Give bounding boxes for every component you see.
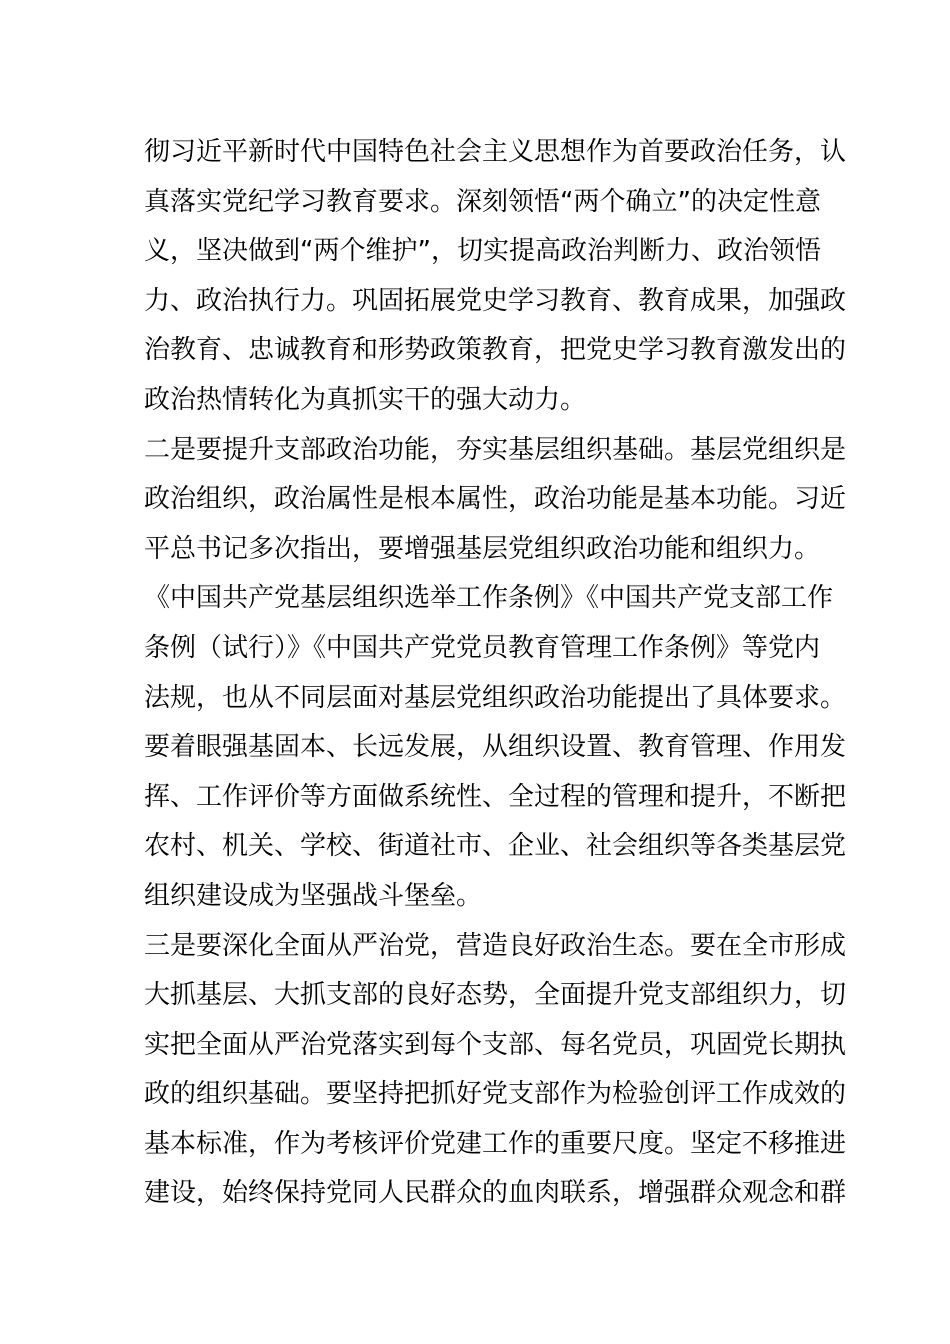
text-line: 二是要提升支部政治功能，夯实基层组织基础。基层党组织是 <box>144 434 847 465</box>
text-line: 法规，也从不同层面对基层党组织政治功能提出了具体要求。 <box>144 682 847 713</box>
text-line: 大抓基层、大抓支部的良好态势，全面提升党支部组织力，切 <box>144 980 847 1011</box>
text-line: 组织建设成为坚强战斗堡垒。 <box>144 880 483 911</box>
text-line: 政治组织，政治属性是根本属性，政治功能是基本功能。习近 <box>144 484 847 515</box>
text-line: 彻习近平新时代中国特色社会主义思想作为首要政治任务，认 <box>144 137 847 167</box>
text-line: 三是要深化全面从严治党，营造良好政治生态。要在全市形成 <box>144 930 847 961</box>
text-line: 挥、工作评价等方面做系统性、全过程的管理和提升，不断把 <box>144 781 847 812</box>
text-line: 条例（试行）》《中国共产党党员教育管理工作条例》等党内 <box>144 632 821 663</box>
text-line: 农村、机关、学校、街道社市、企业、社会组织等各类基层党 <box>144 831 847 862</box>
text-line: 政治热情转化为真抓实干的强大动力。 <box>144 384 587 415</box>
text-line: 建设，始终保持党同人民群众的血肉联系，增强群众观念和群 <box>144 1178 847 1209</box>
text-line: 基本标准，作为考核评价党建工作的重要尺度。坚定不移推进 <box>144 1128 847 1159</box>
text-line: 平总书记多次指出，要增强基层党组织政治功能和组织力。 <box>144 533 821 564</box>
text-line: 治教育、忠诚教育和形势政策教育，把党史学习教育激发出的 <box>144 335 847 366</box>
text-line: 《中国共产党基层组织选举工作条例》《中国共产党支部工作 <box>144 583 834 614</box>
text-line: 要着眼强基固本、长远发展，从组织设置、教育管理、作用发 <box>144 732 847 763</box>
text-line: 真落实党纪学习教育要求。深刻领悟“两个确立”的决定性意 <box>144 186 821 217</box>
text-line: 力、政治执行力。巩固拓展党史学习教育、教育成果，加强政 <box>144 285 847 316</box>
text-line: 实把全面从严治党落实到每个支部、每名党员，巩固党长期执 <box>144 1029 847 1060</box>
text-line: 义，坚决做到“两个维护”，切实提高政治判断力、政治领悟 <box>144 236 821 267</box>
body-text <box>144 128 847 1219</box>
text-line: 政的组织基础。要坚持把抓好党支部作为检验创评工作成效的 <box>144 1079 847 1110</box>
